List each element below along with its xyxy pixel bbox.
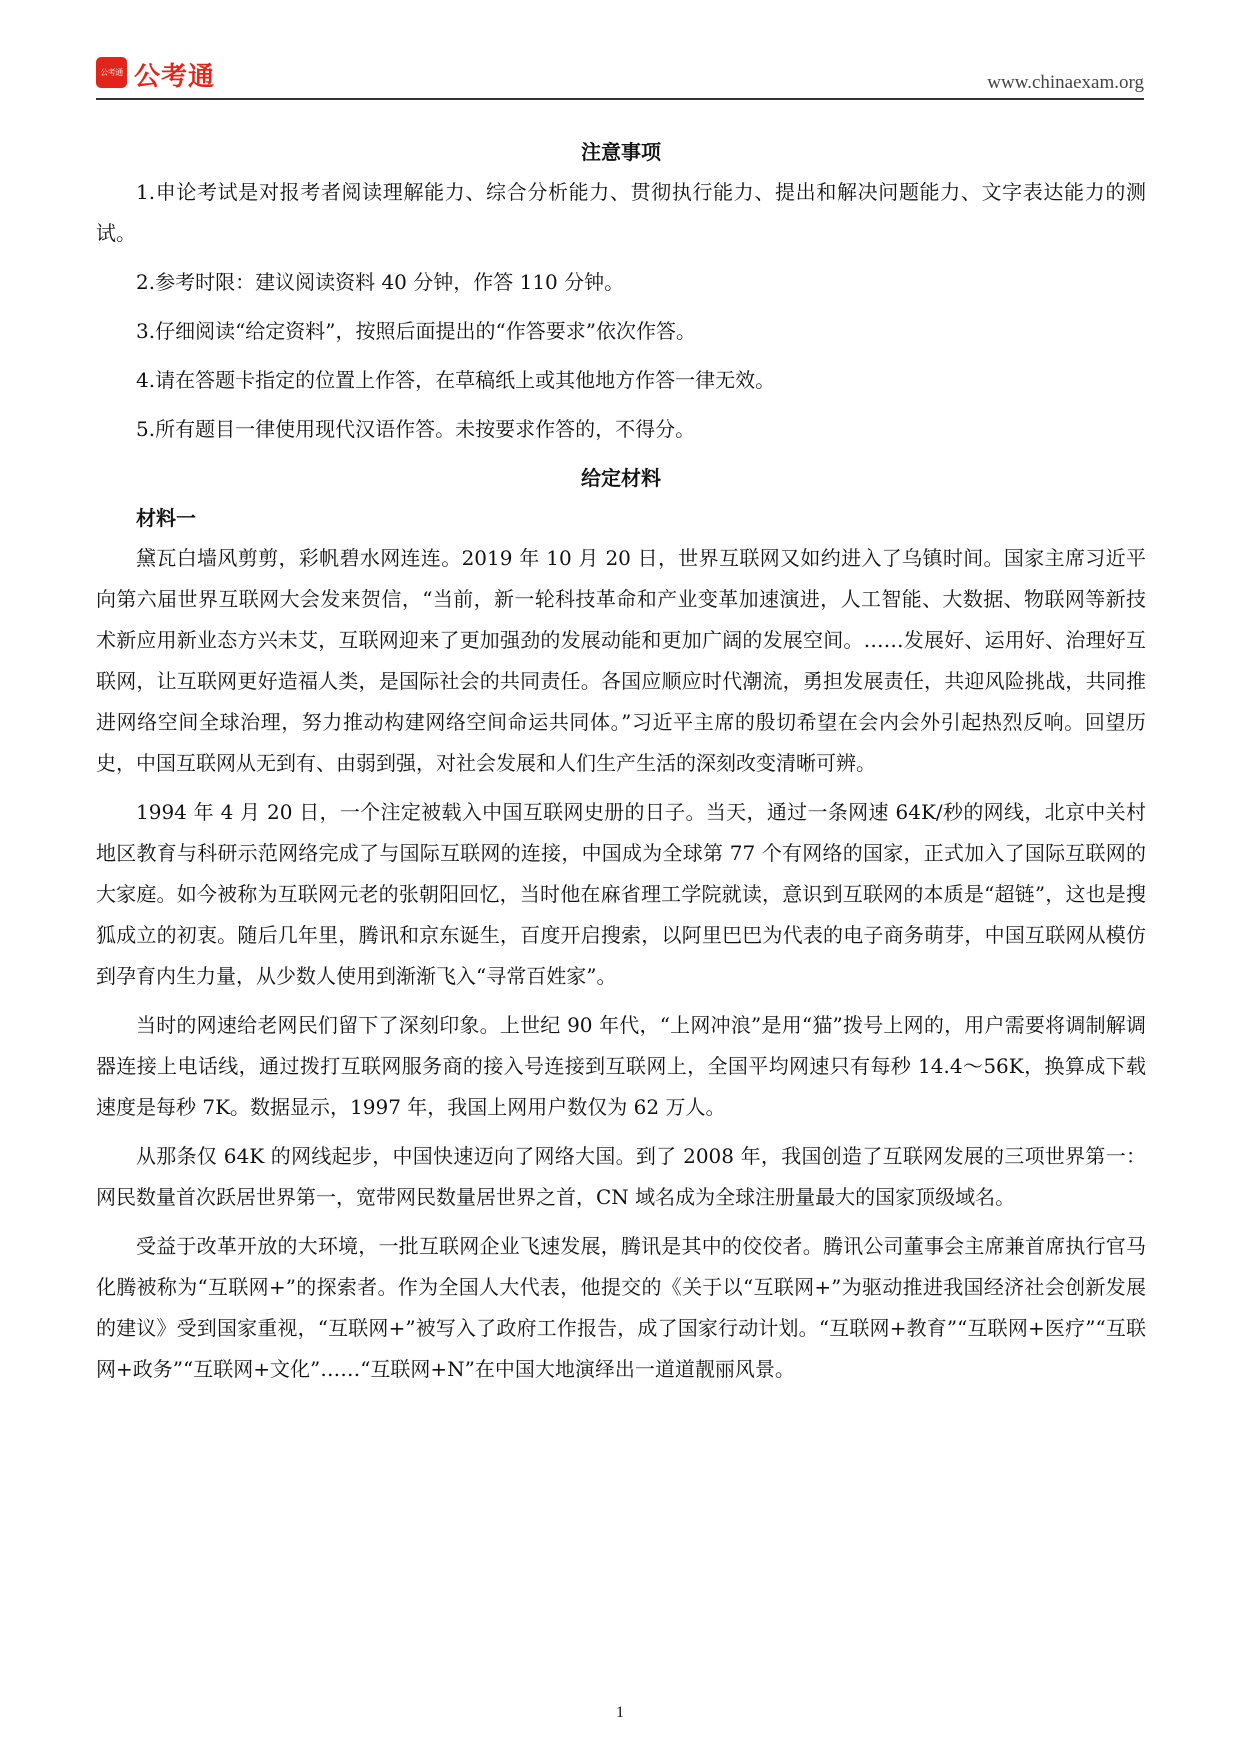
site-url[interactable]: www.chinaexam.org bbox=[987, 72, 1144, 93]
logo-icon: 公考通 bbox=[96, 57, 127, 88]
material-paragraph: 受益于改革开放的大环境，一批互联网企业飞速发展，腾讯是其中的佼佼者。腾讯公司董事会主席兼首席执行官马化腾被称为“互联网+”的探索者。作为全国人大代表，他提交的《关于以“互联网+”为驱动推进我国经济社会创新发展的建议》受到国家重视，“互联网+”被写入了政府工作报告，成了国家行动计划。“互联网+教育”“互联网+医疗”“互联网+政务”“互联网+文化”……“互联网+N”在中国大地演绎出一道道靓丽风景。 bbox=[96, 1234, 1146, 1381]
material-paragraph: 当时的网速给老网民们留下了深刻印象。上世纪 90 年代，“上网冲浪”是用“猫”拨号上网的，用户需要将调制解调器连接上电话线，通过拨打互联网服务商的接入号连接到互联网上，全国平均网速只有每秒 14.4～56K，换算成下载速度是每秒 7K。数据显示，1997 年，我国上网用户数仅为 62 万人。 bbox=[96, 1013, 1146, 1119]
header-divider bbox=[96, 98, 1144, 100]
notice-item: 5.所有题目一律使用现代汉语作答。未按要求作答的，不得分。 bbox=[136, 417, 696, 441]
notice-item: 4.请在答题卡指定的位置上作答，在草稿纸上或其他地方作答一律无效。 bbox=[136, 368, 776, 392]
page-header bbox=[96, 50, 1144, 98]
materials-title: 给定材料 bbox=[581, 466, 661, 490]
notice-item: 2.参考时限：建议阅读资料 40 分钟，作答 110 分钟。 bbox=[136, 270, 625, 294]
page-number: 1 bbox=[616, 1704, 624, 1721]
notice-item: 1.申论考试是对报考者阅读理解能力、综合分析能力、贯彻执行能力、提出和解决问题能力、文字表达能力的测试。 bbox=[96, 180, 1146, 245]
brand-logo-text: 公考通 bbox=[134, 62, 216, 92]
material-1-title: 材料一 bbox=[136, 506, 196, 530]
notice-title: 注意事项 bbox=[581, 140, 661, 164]
notice-item: 3.仔细阅读“给定资料”，按照后面提出的“作答要求”依次作答。 bbox=[136, 319, 696, 343]
document-body bbox=[96, 132, 1146, 1398]
material-paragraph: 从那条仅 64K 的网线起步，中国快速迈向了网络大国。到了 2008 年，我国创造了互联网发展的三项世界第一：网民数量首次跃居世界第一，宽带网民数量居世界之首，CN 域名成为全球注册量最大的国家顶级域名。 bbox=[96, 1144, 1146, 1209]
material-paragraph: 黛瓦白墙风剪剪，彩帆碧水网连连。2019 年 10 月 20 日，世界互联网又如约进入了乌镇时间。国家主席习近平向第六届世界互联网大会发来贺信，“当前，新一轮科技革命和产业变革加速演进，人工智能、大数据、物联网等新技术新应用新业态方兴未艾，互联网迎来了更加强劲的发展动能和更加广阔的发展空间。……发展好、运用好、治理好互联网，让互联网更好造福人类，是国际社会的共同责任。各国应顺应时代潮流，勇担发展责任，共迎风险挑战，共同推进网络空间全球治理，努力推动构建网络空间命运共同体。”习近平主席的殷切希望在会内会外引起热烈反响。回望历史，中国互联网从无到有、由弱到强，对社会发展和人们生产生活的深刻改变清晰可辨。 bbox=[96, 546, 1146, 775]
material-paragraph: 1994 年 4 月 20 日，一个注定被载入中国互联网史册的日子。当天，通过一条网速 64K/秒的网线，北京中关村地区教育与科研示范网络完成了与国际互联网的连接，中国成为全球第 77 个有网络的国家，正式加入了国际互联网的大家庭。如今被称为互联网元老的张朝阳回忆，当时他在麻省理工学院就读，意识到互联网的本质是“超链”，这也是搜狐成立的初衷。随后几年里，腾讯和京东诞生，百度开启搜索，以阿里巴巴为代表的电子商务萌芽，中国互联网从模仿到孕育内生力量，从少数人使用到渐渐飞入“寻常百姓家”。 bbox=[96, 800, 1146, 988]
